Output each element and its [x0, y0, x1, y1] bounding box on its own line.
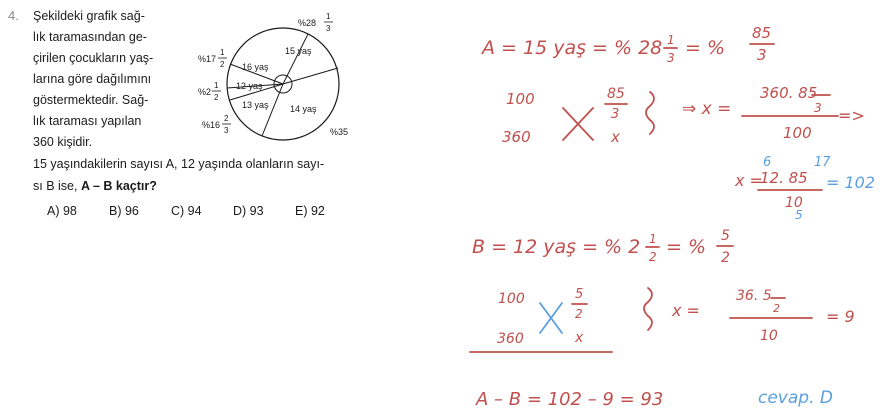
- question-line: çirilen çocukların yaş-: [33, 51, 154, 65]
- choice-d[interactable]: D) 93: [233, 204, 264, 218]
- pct-label-16: %16: [202, 120, 221, 130]
- pct-label-35: %35: [330, 127, 349, 137]
- hw-b-x-eq: x =: [672, 301, 700, 320]
- hw-prop-b-num: 5: [575, 287, 584, 302]
- prompt-plain: sı B ise,: [33, 179, 81, 193]
- pct-label-28-den: 3: [326, 24, 331, 33]
- hw-x-simpl-den: 10: [785, 195, 803, 211]
- pct-label-17: %17: [198, 54, 217, 64]
- pct-label-28-num: 1: [326, 12, 331, 21]
- slice-label-13: 13 yaş: [242, 100, 269, 110]
- hw-b-frac-den: 2: [649, 250, 657, 264]
- slice-label-14: 14 yaş: [290, 104, 317, 114]
- question-line: lık taraması yapılan: [33, 114, 142, 128]
- hw-x-num: 360. 85: [760, 84, 818, 102]
- pct-label-2: %2: [198, 87, 212, 97]
- pct-label-16-den: 3: [224, 126, 229, 135]
- hw-prop-a-num: 85: [607, 86, 625, 102]
- hw-prop-b-top: 100: [498, 291, 525, 307]
- hw-answer: cevap. D: [758, 388, 833, 408]
- hw-prop-b-den: 2: [575, 307, 583, 321]
- hw-prop-a-x: x: [611, 128, 620, 146]
- hw-b-eq-pct: = %: [666, 236, 707, 258]
- hw-arrow: =>: [838, 106, 865, 125]
- hw-a-frac2-num: 85: [752, 24, 772, 42]
- hw-x-num-den: 3: [814, 101, 822, 115]
- hw-b-frac2-num: 5: [721, 228, 730, 244]
- question-line: lık taramasından ge-: [33, 30, 147, 44]
- hw-b-x-den: 10: [760, 328, 778, 344]
- choice-c[interactable]: C) 94: [171, 204, 202, 218]
- hw-prop-b-x: x: [575, 330, 584, 346]
- question-line: Şekildeki grafik sağ-: [33, 9, 145, 23]
- pct-label-2-den: 2: [214, 93, 219, 102]
- hw-x-simpl-num: 12. 85: [760, 169, 808, 187]
- choice-a[interactable]: A) 98: [47, 204, 77, 218]
- hw-a-frac-den: 3: [667, 51, 675, 65]
- question-line: 360 kişidir.: [33, 135, 93, 149]
- hw-line-b: B = 12 yaş = % 2: [472, 236, 641, 258]
- prompt-bold: A – B kaçtır?: [80, 179, 157, 193]
- pct-label-17-den: 2: [220, 60, 225, 69]
- choice-b[interactable]: B) 96: [109, 204, 139, 218]
- hw-b-x-num-den: 2: [773, 302, 780, 315]
- hw-a-frac-num: 1: [667, 33, 675, 47]
- pct-label-17-num: 1: [220, 48, 225, 57]
- hw-a-frac2-den: 3: [757, 46, 767, 64]
- pct-label-2-num: 1: [214, 81, 219, 90]
- hw-prop-a-top: 100: [506, 90, 535, 108]
- prompt-line-1: 15 yaşındakilerin sayısı A, 12 yaşında olanların sayı-: [33, 157, 325, 171]
- hw-x-eq: ⇒ x =: [682, 99, 732, 119]
- hw-prop-b-bottom: 360: [497, 331, 524, 347]
- question-line: larına göre dağılımını: [33, 72, 152, 86]
- hw-x-simpl-above-85: 17: [814, 155, 831, 170]
- hw-x-simpl-lhs: x =: [735, 171, 763, 190]
- pct-label-28: %28: [298, 18, 317, 28]
- slice-label-15: 15 yaş: [285, 46, 312, 56]
- hw-prop-a-bottom: 360: [502, 128, 531, 146]
- hw-x-simpl-below-den: 5: [795, 208, 803, 222]
- hw-b-res: = 9: [826, 307, 855, 326]
- hw-x-simpl-above-num: 6: [763, 155, 772, 170]
- hw-b-frac-num: 1: [649, 232, 657, 246]
- hw-final: A – B = 102 – 9 = 93: [476, 389, 664, 410]
- hw-b-x-num: 36. 5: [736, 288, 772, 304]
- choice-e[interactable]: E) 92: [295, 204, 325, 218]
- pct-label-16-num: 2: [224, 114, 229, 123]
- slice-label-12: 12 yaş: [236, 81, 263, 91]
- question-number: 4.: [8, 8, 19, 23]
- hw-x-den: 100: [783, 124, 812, 142]
- hw-b-frac2-den: 2: [721, 250, 730, 266]
- hw-prop-a-den: 3: [611, 107, 620, 122]
- question-line: göstermektedir. Sağ-: [33, 93, 149, 107]
- hw-line-a: A = 15 yaş = % 28: [482, 37, 663, 59]
- hw-x-simpl-res: = 102: [826, 173, 876, 192]
- slice-label-16: 16 yaş: [242, 62, 269, 72]
- hw-eq-pct: = %: [685, 37, 726, 59]
